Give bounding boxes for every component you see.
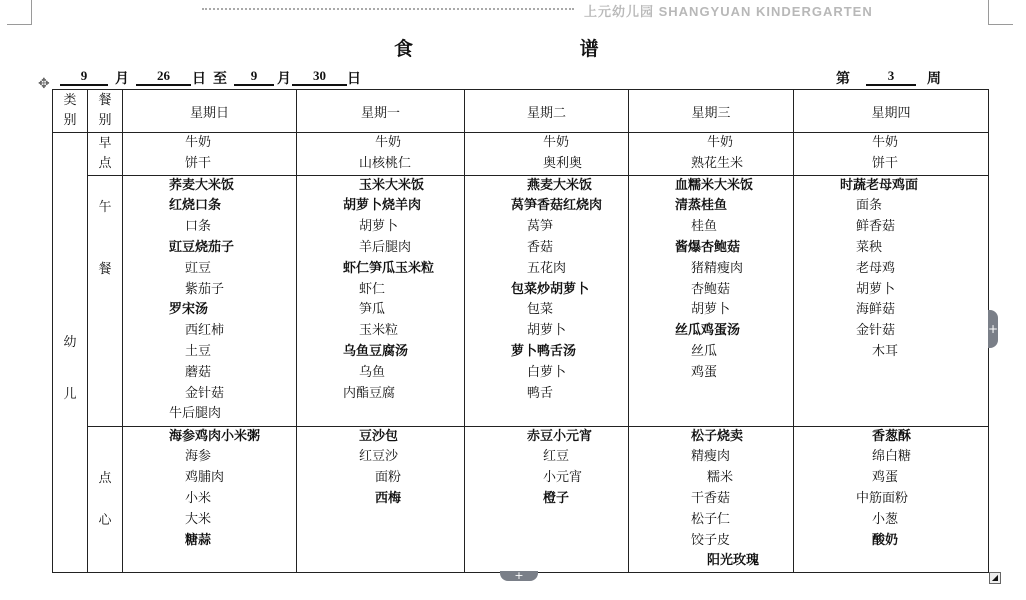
- menu-cell: [794, 133, 989, 176]
- menu-cell: [123, 175, 297, 426]
- menu-cell: [123, 426, 297, 573]
- ingredient: 桂鱼: [691, 219, 718, 235]
- dish-name: 松子烧卖: [691, 428, 744, 444]
- day-header-thursday: 星期四: [794, 90, 989, 133]
- ingredient: 虾仁: [359, 281, 386, 297]
- ingredient: 蘑菇: [185, 364, 212, 380]
- ingredient: 豇豆: [185, 260, 212, 276]
- table-row-lunch: [53, 175, 989, 426]
- dish-name: 荞麦大米饭: [169, 177, 235, 193]
- ingredient: 鸡脯肉: [185, 470, 225, 486]
- ingredient: 猪精瘦肉: [691, 260, 744, 276]
- dish-name: 虾仁笋瓜玉米粒: [343, 260, 435, 276]
- crop-mark-top-right: [988, 0, 1013, 25]
- menu-cell: [297, 175, 465, 426]
- ingredient: 五花肉: [527, 260, 567, 276]
- ingredient: 饺子皮: [691, 532, 731, 548]
- ingredient: 乌鱼: [359, 364, 386, 380]
- ingredient: 玉米粒: [359, 323, 399, 339]
- menu-cell: [297, 133, 465, 176]
- ingredient: 紫茄子: [185, 281, 225, 297]
- crop-mark-top-left: [7, 0, 32, 25]
- dish-name: 包菜炒胡萝卜: [511, 281, 590, 297]
- ingredient: 土豆: [185, 343, 212, 359]
- table-move-handle-icon[interactable]: ✥: [38, 76, 50, 92]
- group-label: 幼: [63, 334, 77, 350]
- ingredient: 奥利奥: [543, 155, 583, 171]
- ingredient: 干香菇: [691, 490, 731, 506]
- ingredient: 白萝卜: [527, 364, 567, 380]
- school-header: 上元幼儿园 SHANGYUAN KINDERGARTEN: [584, 4, 873, 19]
- ingredient: 金针菇: [185, 385, 225, 401]
- ingredient: 胡萝卜: [691, 302, 731, 318]
- ingredient: 红豆沙: [359, 449, 399, 465]
- ingredient: 精瘦肉: [691, 449, 731, 465]
- ingredient: 饼干: [872, 155, 899, 171]
- ingredient: 面粉: [375, 470, 402, 486]
- ingredient: 香菇: [527, 239, 554, 255]
- menu-cell: [465, 175, 629, 426]
- ingredient: 鸭舌: [527, 385, 554, 401]
- ingredient: 牛奶: [375, 135, 402, 150]
- day-header-tuesday: 星期二: [465, 90, 629, 133]
- ingredient: 鲜香菇: [856, 219, 896, 235]
- meal-header: 餐 别: [88, 90, 123, 133]
- ingredient: 杏鲍菇: [691, 281, 731, 297]
- dish-name: 赤豆小元宵: [527, 428, 593, 444]
- menu-cell: [629, 426, 794, 573]
- day-label-2: 日: [347, 71, 361, 87]
- ingredient: 糯米: [707, 470, 734, 486]
- ingredient: 小葱: [872, 511, 899, 527]
- dish-name: 酱爆杏鲍菇: [675, 239, 741, 255]
- from-day: 26: [136, 68, 191, 86]
- week-prefix: 第: [836, 71, 850, 87]
- ingredient: 牛奶: [872, 135, 899, 150]
- dish-name: 阳光玫瑰: [707, 553, 760, 569]
- ingredient: 小米: [185, 490, 212, 506]
- date-row: [60, 68, 960, 90]
- month-label: 月: [115, 71, 129, 87]
- ingredient: 小元宵: [543, 470, 583, 486]
- month-label-2: 月: [277, 71, 291, 87]
- ingredient: 熟花生米: [691, 155, 744, 171]
- dish-name: 清蒸桂鱼: [675, 198, 728, 214]
- dish-name: 燕麦大米饭: [527, 177, 593, 193]
- dish-name: 罗宋汤: [169, 302, 209, 318]
- dish-name: 血糯米大米饭: [675, 177, 754, 193]
- menu-cell: [465, 133, 629, 176]
- ingredient: 大米: [185, 511, 212, 527]
- menu-cell: [123, 133, 297, 176]
- ingredient: 鸡蛋: [691, 364, 718, 380]
- ingredient: 口条: [185, 219, 212, 235]
- dish-name: 橙子: [543, 490, 570, 506]
- group-cell: [53, 133, 88, 573]
- ingredient: 松子仁: [691, 511, 731, 527]
- menu-cell: [465, 426, 629, 573]
- day-header-sunday: 星期日: [123, 90, 297, 133]
- ingredient: 胡萝卜: [856, 281, 896, 297]
- dish-name: 豆沙包: [359, 428, 399, 444]
- menu-cell: [629, 133, 794, 176]
- dish-name: 海参鸡肉小米粥: [169, 428, 261, 444]
- week-suffix: 周: [927, 71, 941, 87]
- dish-name: 豇豆烧茄子: [169, 239, 235, 255]
- ingredient: 牛后腿肉: [169, 406, 222, 422]
- ingredient: 饼干: [185, 155, 212, 171]
- ingredient: 莴笋: [527, 219, 554, 235]
- ingredient: 绵白糖: [872, 449, 912, 465]
- from-month: 9: [60, 68, 108, 86]
- ingredient: 牛奶: [543, 135, 570, 150]
- dish-name: 玉米大米饭: [359, 177, 425, 193]
- day-header-wednesday: 星期三: [629, 90, 794, 133]
- dish-name: 丝瓜鸡蛋汤: [675, 323, 741, 339]
- ingredient: 山核桃仁: [359, 155, 412, 171]
- group-label: 儿: [63, 386, 77, 402]
- ingredient: 海鲜菇: [856, 302, 896, 318]
- to-month: 9: [234, 68, 274, 86]
- ingredient: 红豆: [543, 449, 570, 465]
- table-resize-handle-icon[interactable]: ◢: [989, 572, 1001, 584]
- table-row-snack: [53, 426, 989, 573]
- ingredient: 鸡蛋: [872, 470, 899, 486]
- ingredient: 木耳: [872, 343, 899, 359]
- ingredient: 丝瓜: [691, 343, 718, 359]
- ingredient: 面条: [856, 198, 883, 214]
- ingredient: 内酯豆腐: [343, 385, 396, 401]
- dish-name: 乌鱼豆腐汤: [343, 343, 409, 359]
- ingredient: 羊后腿肉: [359, 239, 412, 255]
- dish-name: 胡萝卜烧羊肉: [343, 198, 422, 214]
- ingredient: 西红柿: [185, 323, 225, 339]
- ingredient: 金针菇: [856, 323, 896, 339]
- dish-name: 糖蒜: [185, 532, 212, 548]
- dish-name: 时蔬老母鸡面: [840, 177, 919, 193]
- dish-name: 香葱酥: [872, 428, 912, 444]
- day-header-monday: 星期一: [297, 90, 465, 133]
- menu-cell: [794, 175, 989, 426]
- category-header: 类 别: [53, 90, 88, 133]
- menu-cell: [629, 175, 794, 426]
- meal-label-snack: 点 心: [88, 426, 123, 573]
- ingredient: 笋瓜: [359, 302, 386, 318]
- meal-label-breakfast: 早 点: [88, 133, 123, 176]
- week-number: 3: [866, 68, 916, 86]
- menu-cell: [794, 426, 989, 573]
- ingredient: 胡萝卜: [527, 323, 567, 339]
- table-header-row: [53, 90, 989, 133]
- page-title: 食 谱: [394, 38, 679, 60]
- day-label: 日: [192, 71, 206, 87]
- dish-name: 酸奶: [872, 532, 899, 548]
- dish-name: 萝卜鸭舌汤: [511, 343, 577, 359]
- ingredient: 老母鸡: [856, 260, 896, 276]
- table-row-breakfast: [53, 133, 989, 176]
- ingredient: 菜秧: [856, 239, 883, 255]
- add-column-tab[interactable]: +: [988, 310, 998, 348]
- to-label: 至: [213, 71, 227, 87]
- menu-cell: [297, 426, 465, 573]
- ingredient: 胡萝卜: [359, 219, 399, 235]
- dish-name: 红烧口条: [169, 198, 222, 214]
- header-dotted-line: [202, 8, 574, 10]
- ingredient: 牛奶: [185, 135, 212, 150]
- dish-name: 西梅: [375, 490, 402, 506]
- ingredient: 包菜: [527, 302, 554, 318]
- meal-label-lunch: 午 餐: [88, 175, 123, 426]
- dish-name: 莴笋香菇红烧肉: [511, 198, 603, 214]
- ingredient: 海参: [185, 449, 212, 465]
- to-day: 30: [292, 68, 347, 86]
- ingredient: 牛奶: [707, 135, 734, 150]
- add-row-tab[interactable]: +: [500, 571, 538, 581]
- ingredient: 中筋面粉: [856, 490, 909, 506]
- menu-table: [52, 89, 989, 573]
